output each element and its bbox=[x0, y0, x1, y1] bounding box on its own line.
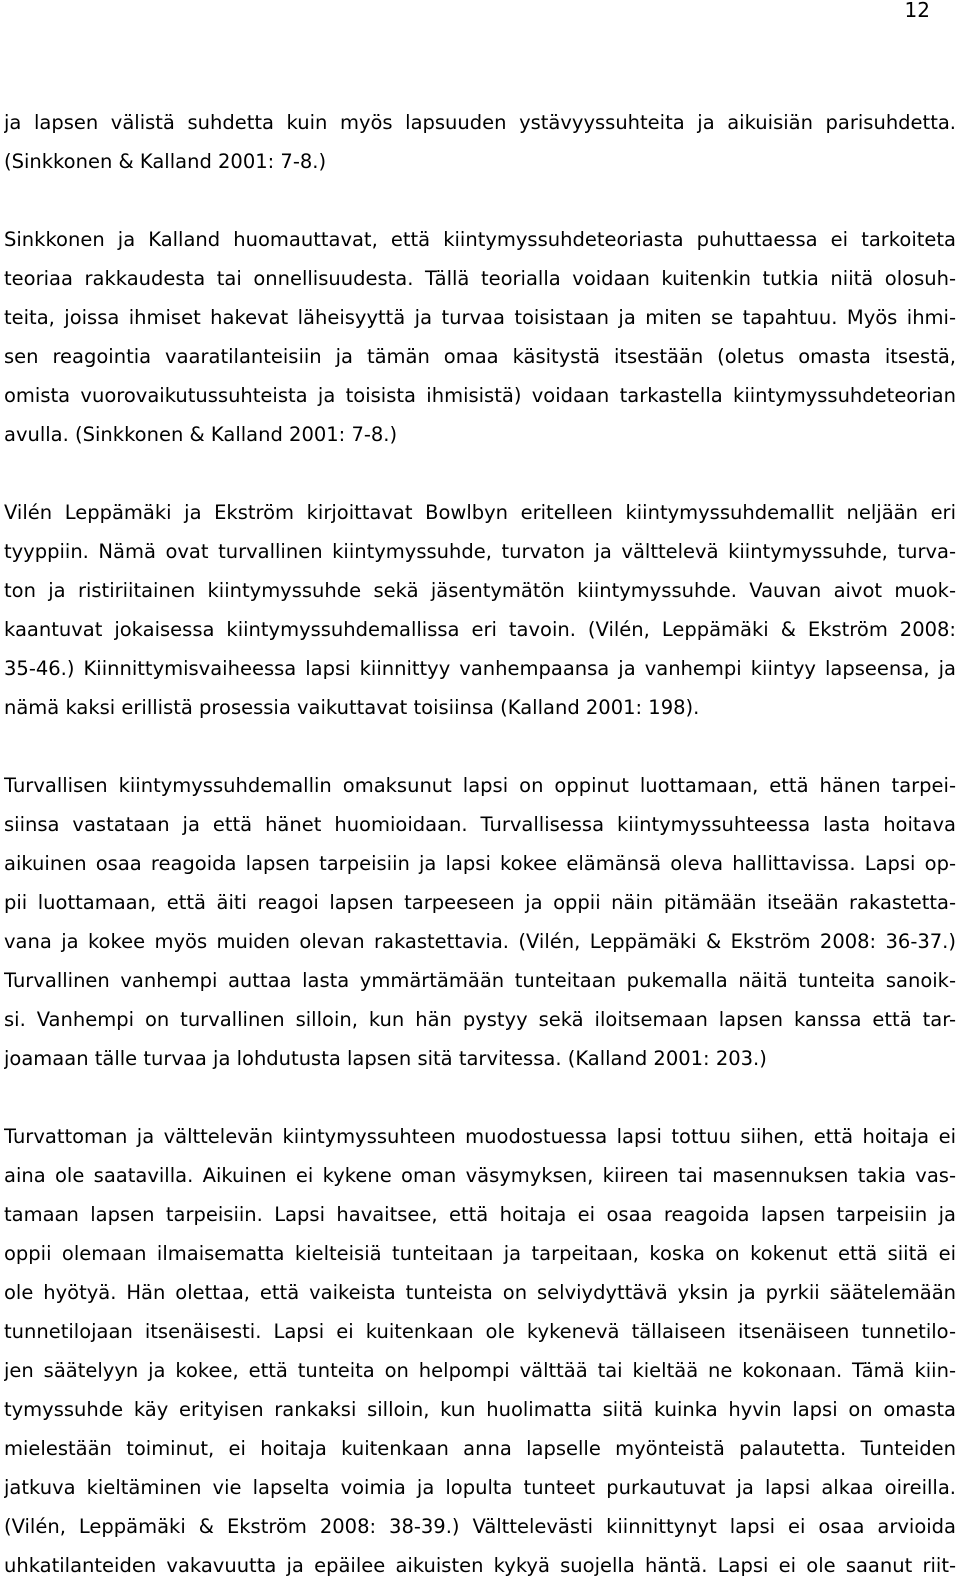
text-line: Turvallinen vanhempi auttaa lasta ymmärtämään tunteitaan pukemalla näitä tunteita sanoik- bbox=[4, 969, 956, 992]
text-line: pii luottamaan, että äiti reagoi lapsen tarpeeseen ja oppii näin pitämään itseään rakastetta- bbox=[4, 891, 956, 914]
text-line: aina ole saatavilla. Aikuinen ei kykene oman väsymyksen, kiireen tai masennuksen takia vas- bbox=[4, 1164, 956, 1187]
text-line: ton ja ristiriitainen kiintymyssuhde sekä jäsentymätön kiintymyssuhde. Vauvan aivot muok- bbox=[4, 579, 956, 602]
text-line: tyyppiin. Nämä ovat turvallinen kiintymyssuhde, turvaton ja välttelevä kiintymyssuhde, turva- bbox=[4, 540, 956, 563]
text-line: oppii olemaan ilmaisematta kielteisiä tunteitaan ja tarpeitaan, koska on kokenut että siitä ei bbox=[4, 1242, 956, 1265]
text-line: ja lapsen välistä suhdetta kuin myös lapsuuden ystävyyssuhteita ja aikuisiän parisuhdetta. bbox=[4, 111, 956, 134]
paragraph bbox=[4, 103, 956, 181]
text-line: uhkatilanteiden vakavuutta ja epäilee aikuisten kykyä suojella häntä. Lapsi ei ole saanut riit- bbox=[4, 1554, 956, 1577]
text-line: teoriaa rakkaudesta tai onnellisuudesta. Tällä teorialla voidaan kuitenkin tutkia niitä olosuh- bbox=[4, 267, 956, 290]
text-line: jen säätelyyn ja kokee, että tunteita on helpompi välttää tai kieltää ne kokonaan. Tämä kiin- bbox=[4, 1359, 956, 1382]
text-line: vana ja kokee myös muiden olevan rakastettavia. (Vilén, Leppämäki & Ekström 2008: 36-37.) bbox=[4, 930, 956, 953]
text-line: (Vilén, Leppämäki & Ekström 2008: 38-39.) Välttelevästi kiinnittynyt lapsi ei osaa arvioida bbox=[4, 1515, 956, 1538]
text-line: tunnetilojaan itsenäisesti. Lapsi ei kuitenkaan ole kykenevä tällaiseen itsenäiseen tunnetilo- bbox=[4, 1320, 956, 1343]
text-line: kaantuvat jokaisessa kiintymyssuhdemallissa eri tavoin. (Vilén, Leppämäki & Ekström 2008: bbox=[4, 618, 956, 641]
paragraph bbox=[4, 220, 956, 454]
text-line: sen reagointia vaaratilanteisiin ja tämän omaa käsitystä itsestään (oletus omasta itsestä, bbox=[4, 345, 956, 368]
paragraph bbox=[4, 1117, 956, 1585]
text-line: Sinkkonen ja Kalland huomauttavat, että kiintymyssuhdeteoriasta puhuttaessa ei tarkoiteta bbox=[4, 228, 956, 251]
page-number: 12 bbox=[904, 0, 930, 22]
text-line: si. Vanhempi on turvallinen silloin, kun hän pystyy sekä iloitsemaan lapsen kanssa että tar- bbox=[4, 1008, 956, 1031]
text-line: (Sinkkonen & Kalland 2001: 7-8.) bbox=[4, 150, 327, 173]
text-line: siinsa vastataan ja että hänet huomioidaan. Turvallisessa kiintymyssuhteessa lasta hoitava bbox=[4, 813, 956, 836]
text-line: omista vuorovaikutussuhteista ja toisista ihmisistä) voidaan tarkastella kiintymyssuhdeteorian bbox=[4, 384, 956, 407]
text-line: nämä kaksi erillistä prosessia vaikuttavat toisiinsa (Kalland 2001: 198). bbox=[4, 696, 700, 719]
text-line: joamaan tälle turvaa ja lohdutusta lapsen sitä tarvitessa. (Kalland 2001: 203.) bbox=[4, 1047, 767, 1070]
text-line: ole hyötyä. Hän olettaa, että vaikeista tunteista on selviydyttävä yksin ja pyrkii säätelemään bbox=[4, 1281, 956, 1304]
text-line: jatkuva kieltäminen vie lapselta voimia ja lopulta tunteet purkautuvat ja lapsi alkaa oireilla. bbox=[4, 1476, 956, 1499]
text-line: 35-46.) Kiinnittymisvaiheessa lapsi kiinnittyy vanhempaansa ja vanhempi kiintyy lapseensa, ja bbox=[4, 657, 956, 680]
text-line: Turvallisen kiintymyssuhdemallin omaksunut lapsi on oppinut luottamaan, että hänen tarpei- bbox=[4, 774, 956, 797]
text-line: teita, joissa ihmiset hakevat läheisyyttä ja turvaa toisistaan ja miten se tapahtuu. Myös ihmi- bbox=[4, 306, 956, 329]
paragraph bbox=[4, 493, 956, 727]
text-line: aikuinen osaa reagoida lapsen tarpeisiin ja lapsi kokee elämänsä oleva hallittavissa. Lapsi op- bbox=[4, 852, 956, 875]
paragraph bbox=[4, 766, 956, 1078]
text-line: Vilén Leppämäki ja Ekström kirjoittavat Bowlbyn eritelleen kiintymyssuhdemallit neljään eri bbox=[4, 501, 956, 524]
text-line: tamaan lapsen tarpeisiin. Lapsi havaitsee, että hoitaja ei osaa reagoida lapsen tarpeisiin ja bbox=[4, 1203, 956, 1226]
text-line: mielestään toiminut, ei hoitaja kuitenkaan anna lapselle myöntеistä palautetta. Tunteiden bbox=[4, 1437, 956, 1460]
text-line: Turvattoman ja välttelevän kiintymyssuhteen muodostuessa lapsi tottuu siihen, että hoitaja ei bbox=[4, 1125, 956, 1148]
text-line: tymyssuhde käy erityisen rankaksi silloin, kun huolimatta siitä kuinka hyvin lapsi on omasta bbox=[4, 1398, 956, 1421]
document-body bbox=[4, 103, 956, 1585]
text-line: avulla. (Sinkkonen & Kalland 2001: 7-8.) bbox=[4, 423, 398, 446]
